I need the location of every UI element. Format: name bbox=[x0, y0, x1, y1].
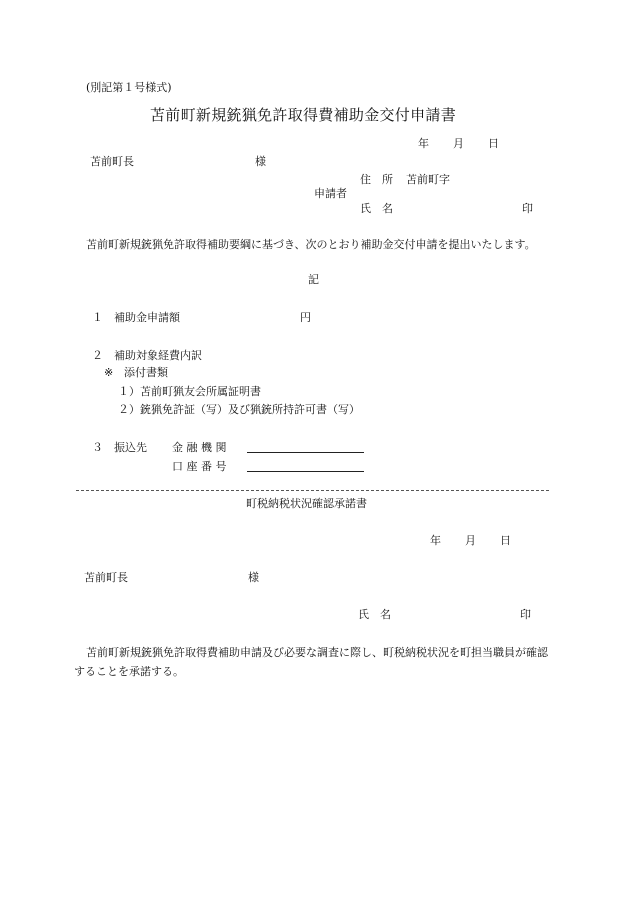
addressee-honorific: 様 bbox=[255, 155, 266, 168]
bank-label: 金 融 機 関 bbox=[172, 441, 227, 454]
bank-field[interactable] bbox=[247, 452, 364, 453]
consent-name-label: 氏 名 bbox=[358, 608, 391, 621]
consent-seal-mark: 印 bbox=[520, 608, 531, 621]
note-mark: ※ bbox=[104, 366, 114, 379]
consent-date-month: 月 bbox=[465, 534, 476, 547]
account-field[interactable] bbox=[247, 471, 364, 472]
application-body-text: 苫前町新規銃猟免許取得補助要綱に基づき、次のとおり補助金交付申請を提出いたします。 bbox=[86, 238, 536, 251]
consent-date-year: 年 bbox=[430, 534, 441, 547]
date-day: 日 bbox=[488, 137, 499, 150]
addressee-name: 苫前町長 bbox=[90, 155, 134, 168]
form-number: (別記第１号様式) bbox=[86, 81, 172, 94]
page-title: 苫前町新規銃猟免許取得費補助金交付申請書 bbox=[150, 106, 457, 124]
item3-label: 振込先 bbox=[114, 441, 147, 454]
address-value: 苫前町字 bbox=[406, 173, 450, 186]
item1-number: １ bbox=[92, 311, 103, 324]
item2-number: ２ bbox=[92, 349, 103, 362]
consent-date-day: 日 bbox=[500, 534, 511, 547]
item2-label: 補助対象経費内訳 bbox=[114, 349, 202, 362]
account-label: 口 座 番 号 bbox=[172, 460, 227, 473]
address-label: 住 所 bbox=[360, 173, 393, 186]
date-year: 年 bbox=[418, 137, 429, 150]
item3-number: ３ bbox=[92, 441, 103, 454]
attachment-item: ２）銃猟免許証（写）及び猟銃所持許可書（写） bbox=[118, 403, 360, 416]
cut-line bbox=[76, 490, 549, 491]
attachment-item: １）苫前町猟友会所属証明書 bbox=[118, 385, 261, 398]
attachments-label: 添付書類 bbox=[124, 366, 168, 379]
consent-title: 町税納税状況確認承諾書 bbox=[246, 497, 367, 510]
item1-label: 補助金申請額 bbox=[114, 311, 180, 324]
applicant-name-label: 氏 名 bbox=[360, 202, 393, 215]
item1-unit: 円 bbox=[300, 311, 311, 324]
seal-mark: 印 bbox=[522, 202, 533, 215]
consent-body-text: 苫前町新規銃猟免許取得費補助申請及び必要な調査に際し、町税納税状況を町担当職員が確認することを承諾する。 bbox=[74, 646, 548, 678]
consent-honorific: 様 bbox=[248, 571, 259, 584]
date-month: 月 bbox=[453, 137, 464, 150]
applicant-label: 申請者 bbox=[314, 187, 347, 200]
consent-addressee: 苫前町長 bbox=[84, 571, 128, 584]
ki-heading: 記 bbox=[308, 273, 319, 286]
